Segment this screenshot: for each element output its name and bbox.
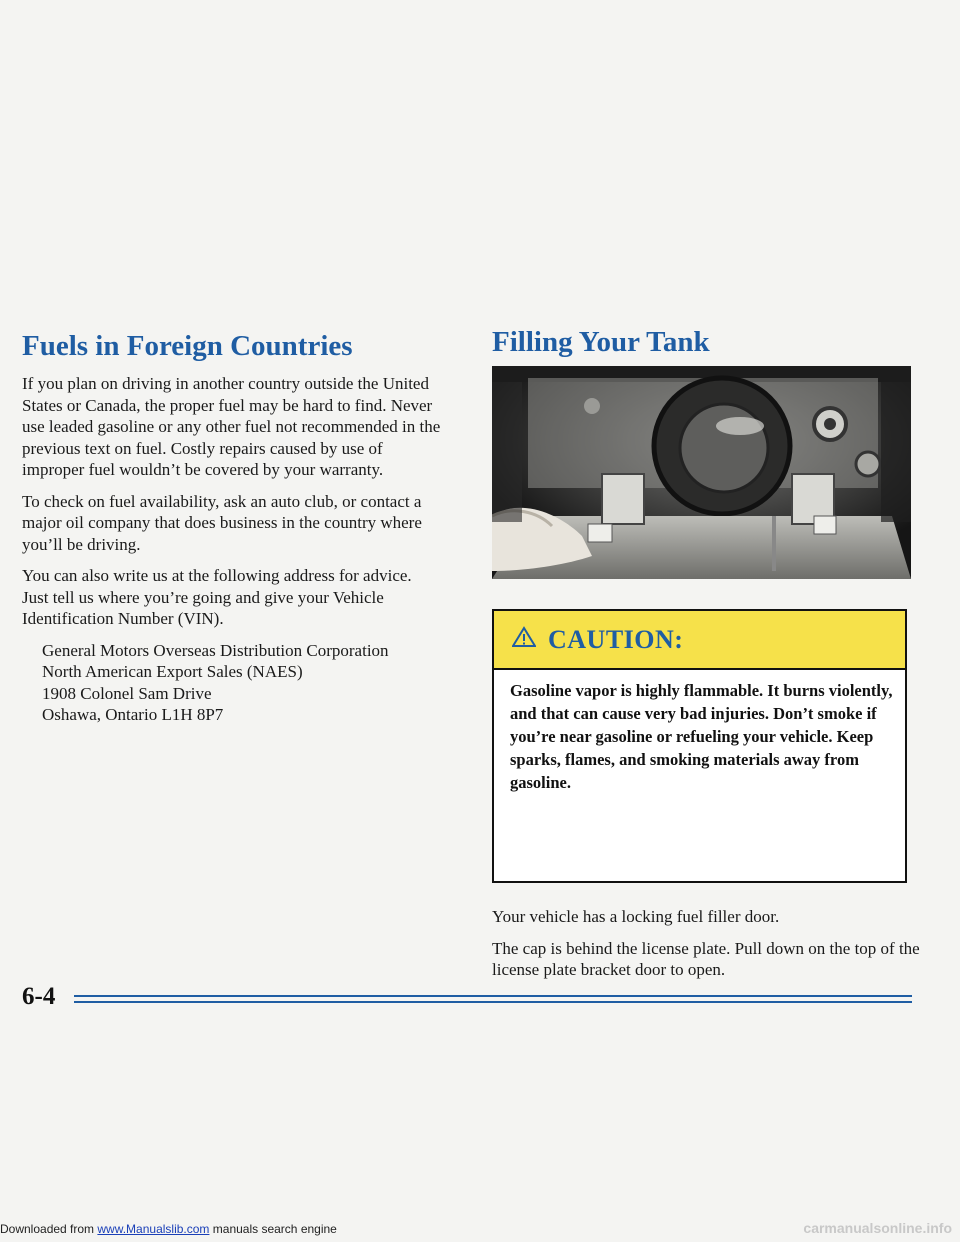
page-number: 6-4: [22, 983, 56, 1010]
fuel-filler-photo: [492, 366, 911, 579]
download-footer: [0, 1222, 337, 1236]
address-line: North American Export Sales (NAES): [42, 662, 303, 681]
footer-suffix: manuals search engine: [209, 1222, 337, 1236]
caution-box: [492, 609, 907, 883]
paragraph: The cap is behind the license plate. Pull down on the top of the license plate bracket door to open.: [492, 938, 920, 979]
paragraph: You can also write us at the following address for advice. Just tell us where you’re going and give your Vehicle Identification Number (VIN).: [22, 566, 412, 628]
address-line: 1908 Colonel Sam Drive: [42, 683, 212, 703]
filling-tank-text: [492, 906, 922, 991]
paragraph: To check on fuel availability, ask an auto club, or contact a major oil company that does business in the country where you’ll be driving.: [22, 491, 422, 554]
section-title-foreign-fuels: Fuels in Foreign Countries: [22, 330, 353, 362]
caution-label: CAUTION:: [548, 624, 684, 654]
paragraph: If you plan on driving in another country outside the United States or Canada, the proper fuel may be hard to find. Never use leaded gasoline or any other fuel not recommended in the previous text on fuel. Costly repairs caused by use of improper fuel wouldn’t be covered by your warranty.: [22, 374, 441, 479]
address-line: Oshawa, Ontario L1H 8P7: [42, 705, 224, 724]
footer-prefix: Downloaded from: [0, 1222, 98, 1236]
address-line: General Motors Overseas Distribution Corporation: [42, 640, 389, 660]
watermark: carmanualsonline.info: [803, 1220, 952, 1236]
mailing-address: [42, 640, 442, 726]
section-title-filling-tank: Filling Your Tank: [492, 326, 710, 358]
warning-triangle-icon: [512, 626, 536, 653]
manualslib-link[interactable]: www.Manualslib.com: [97, 1222, 210, 1236]
paragraph: Your vehicle has a locking fuel filler door.: [492, 907, 780, 926]
caution-header: [494, 611, 905, 670]
footer-rule: [74, 1001, 912, 1003]
footer-rule: [74, 995, 912, 997]
caution-text: Gasoline vapor is highly flammable. It burns violently, and that can cause very bad injuries. Don’t smoke if you’re near gasoline or refueling your vehicle. Keep sparks, flames, and smoking materials away from gasoline.: [510, 681, 893, 792]
foreign-fuels-text: [22, 373, 442, 726]
